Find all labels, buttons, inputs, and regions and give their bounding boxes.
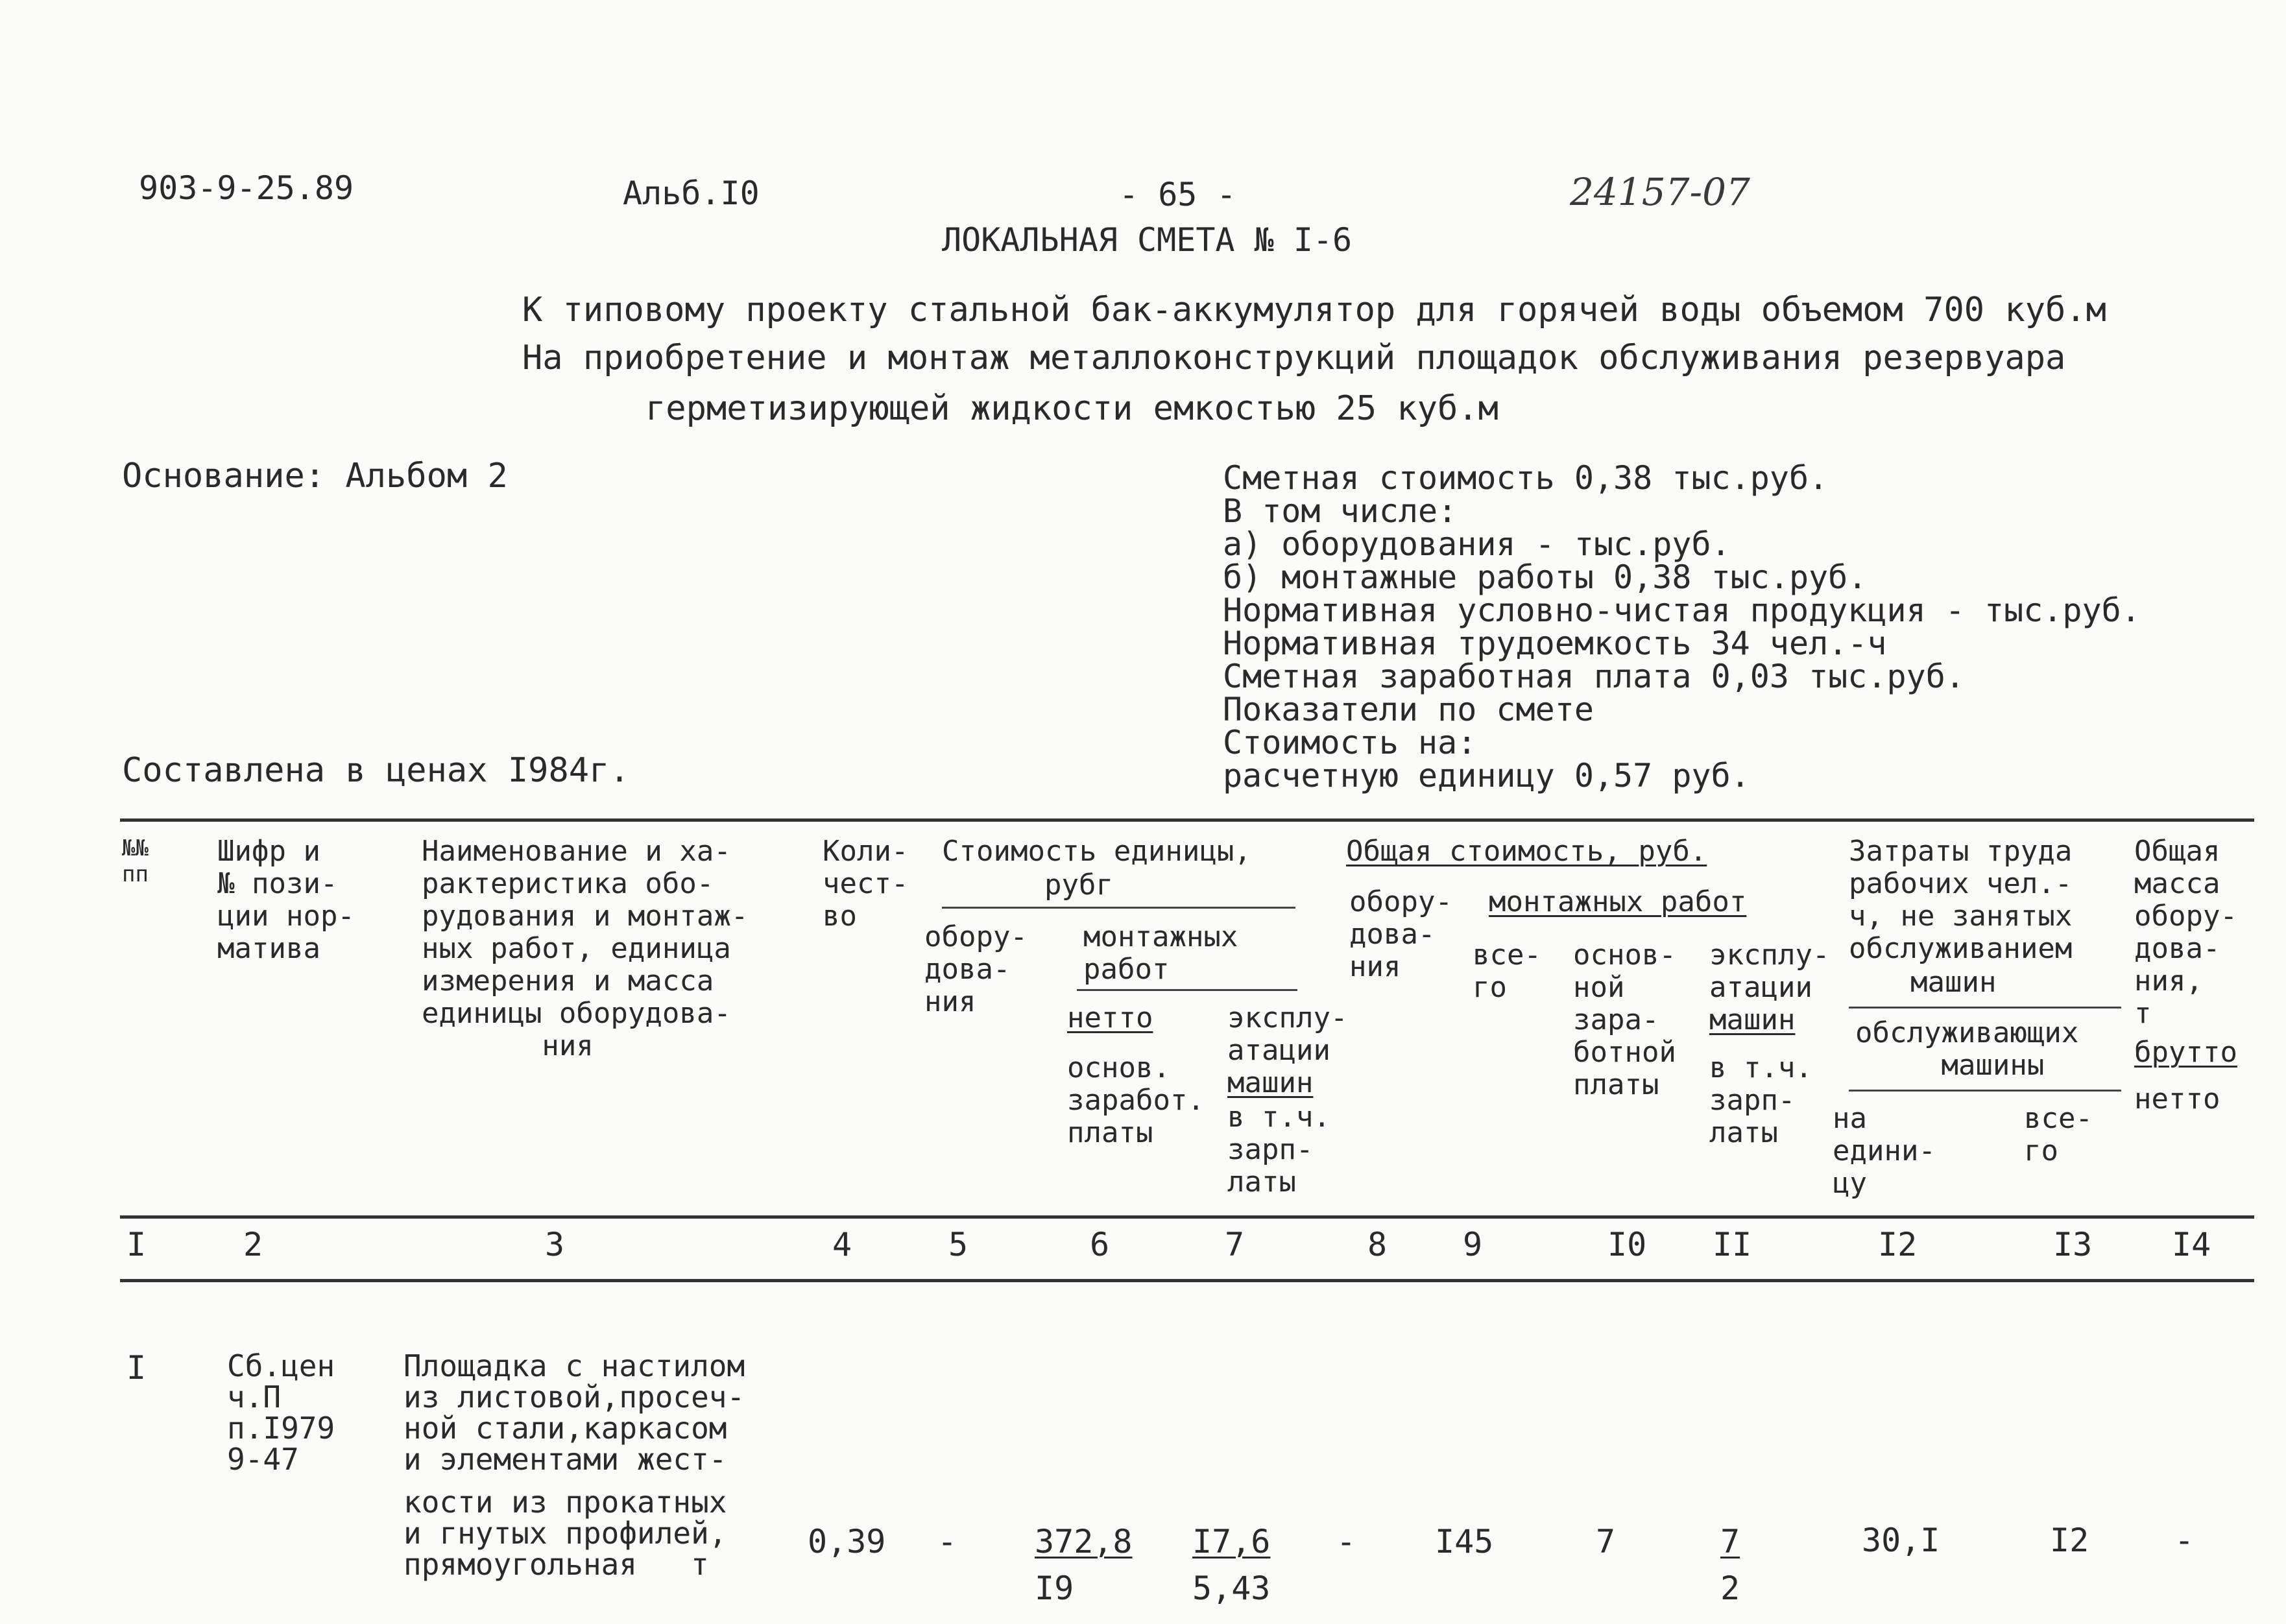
row-code: Сб.цен ч.П п.I979 9-47 [227,1348,335,1477]
unit-cost-header: Стоимость единицы, [942,835,1251,868]
row-machine-total: 7 [1720,1523,1740,1560]
table-header-rule [120,1215,2254,1219]
price-level-text: Составлена в ценах I984г. [122,751,630,790]
col-number: 5 [948,1226,969,1263]
table-top-rule [120,818,2254,822]
summary-line: Показатели по смете [1223,691,1594,728]
col-number: 9 [1463,1226,1483,1263]
col-header-5: обору- дова- ния [924,920,1028,1018]
col-number: I4 [2172,1226,2211,1263]
col-number: 3 [545,1226,565,1263]
col-header-1: №№ пп [122,835,149,887]
col-header-7b: машин [1227,1066,1314,1099]
col-number: 2 [243,1226,263,1263]
row-mount-unit-wage: I9 [1035,1570,1074,1607]
summary-line: Сметная заработная плата 0,03 тыс.руб. [1223,658,1965,695]
table-numbers-rule [120,1279,2254,1282]
summary-line: Нормативная условно-чистая продукция - тыс.руб. [1223,591,2141,629]
row-machine-wage-total: 2 [1720,1570,1740,1607]
subtitle-line-2: На приобретение и монтаж металлоконструкций площадок обслуживания резервуара [522,339,2066,377]
row-mount-total: I45 [1435,1523,1494,1560]
row-wage-total: 7 [1596,1523,1616,1560]
col-number: I2 [1878,1226,1918,1263]
col-header-4: Коли- чест- во [823,835,909,933]
col-number: I0 [1607,1226,1647,1263]
summary-line: расчетную единицу 0,57 руб. [1223,757,1750,794]
row-machine-unit-wage: 5,43 [1192,1570,1271,1607]
col-header-10: основ- ной зара- ботной платы [1573,938,1676,1101]
summary-line: б) монтажные работы 0,38 тыс.руб. [1223,558,1868,596]
summary-line: Стоимость на: [1223,724,1477,761]
summary-line: Сметная стоимость 0,38 тыс.руб. [1223,459,1829,497]
col-header-11a: эксплу- атации [1709,938,1830,1004]
col-number: 7 [1225,1226,1245,1263]
col-number: I3 [2053,1226,2093,1263]
row-labor-total: I2 [2050,1522,2089,1559]
row-mass: - [2174,1522,2195,1559]
col-number: 8 [1367,1226,1388,1263]
col-header-3: Наименование и ха- рактеристика обо- рудования и монтаж- ных работ, единица измерения и масса единицы оборудова- ния [422,835,749,1062]
row-quantity: 0,39 [808,1523,886,1560]
row-name-cont: кости из прокатных и гнутых профилей, прямоугольная т [403,1485,727,1582]
col-header-14b: нетто [2134,1082,2220,1116]
col-header-13: все- го [2024,1102,2093,1167]
handwritten-note: 24157-07 [1570,170,1750,214]
unit-mount-header: монтажных работ [1083,920,1238,986]
subtitle-line-1: К типовому проекту стальной бак-аккумулятор для горячей воды объемом 700 куб.м [522,291,2106,329]
album-number: Альб.I0 [623,174,760,212]
basis-text: Основание: Альбом 2 [122,457,508,496]
col-header-2: Шифр и № пози- ции нор- матива [217,835,355,965]
col-header-7c: в т.ч. зарп- латы [1227,1101,1330,1199]
subtitle-line-3: герметизирующей жидкости емкостью 25 куб.м [645,389,1498,428]
summary-line: а) оборудования - тыс.руб. [1223,525,1731,563]
document-code: 903-9-25.89 [139,169,354,207]
col-header-8: обору- дова- ния [1349,885,1452,983]
col-header-14: Общая масса обору- дова- ния, т [2134,835,2237,1030]
row-mount-unit-cost: 372,8 [1035,1523,1133,1560]
col-header-12: на едини- цу [1833,1102,1936,1200]
col-header-14a: брутто [2134,1036,2237,1069]
col-number: I [126,1226,147,1263]
cost-summary [1223,459,2141,794]
col-number: II [1713,1226,1752,1263]
col-header-11c: в т.ч. зарп- латы [1709,1051,1812,1149]
labor-machines-header: машин [1910,966,1997,999]
row-number: I [126,1349,147,1387]
col-header-7a: эксплу- атации [1227,1001,1348,1067]
total-cost-header: Общая стоимость, руб. [1346,835,1707,868]
col-header-9: все- го [1473,938,1541,1004]
col-number: 4 [832,1226,852,1263]
labor-serving-header: обслуживающих машины [1855,1016,2079,1082]
row-equip-unit-cost: - [937,1523,957,1560]
unit-cost-rub: рубг [1044,868,1113,902]
summary-line: В том числе: [1223,492,1458,530]
row-name: Площадка с настилом из листовой,просеч- ной стали,каркасом и элементами жест- [403,1348,745,1477]
total-mount-header: монтажных работ [1489,885,1747,918]
row-machine-unit-cost: I7,6 [1192,1523,1271,1560]
row-labor-per-unit: 30,I [1862,1522,1940,1559]
summary-line: Нормативная трудоемкость 34 чел.-ч [1223,625,1887,662]
labor-header: Затраты труда рабочих чел.- ч, не занятых обслуживанием [1849,835,2073,965]
col-header-6b: основ. заработ. платы [1067,1051,1205,1149]
row-equip-total: - [1336,1523,1356,1560]
col-header-6a: нетто [1067,1001,1153,1034]
col-number: 6 [1090,1226,1110,1263]
page-number: - 65 - [1119,176,1236,213]
document-title: ЛОКАЛЬНАЯ СМЕТА № I-6 [942,221,1353,259]
col-header-11b: машин [1709,1003,1796,1036]
